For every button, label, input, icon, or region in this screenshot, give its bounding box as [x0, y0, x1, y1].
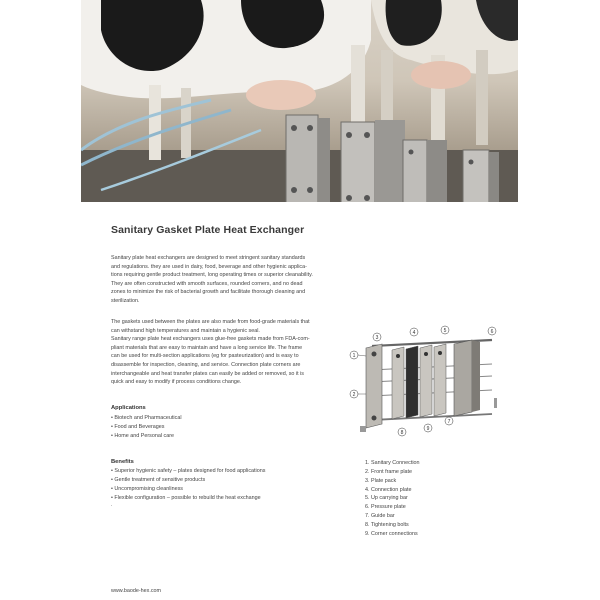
- text-line: tions requiring gentle product treatment, long operating times or superior cleanability.: [111, 272, 313, 279]
- text-line: The gaskets used between the plates are also made from food-grade materials that: [111, 319, 310, 325]
- legend-item: 7. Guide bar: [365, 513, 395, 520]
- callout-5: [441, 326, 449, 334]
- text-line: can be used for multi-section applications (eg for pasteurization) and is easy to: [111, 353, 299, 360]
- legend-item: 9. Corner connections: [365, 530, 418, 537]
- list-item: • Gentle treatment of sensitive products: [111, 476, 265, 485]
- benefits-list: [111, 467, 265, 503]
- text-line: can withstand high temperatures and maintain a hygienic seal.: [111, 327, 260, 334]
- callout-label: 8: [400, 430, 404, 436]
- text-line: sterilization.: [111, 297, 140, 304]
- parts-legend: [365, 459, 420, 539]
- callout-label: 7: [447, 419, 451, 425]
- text-line: pliant materials that are easy to maintain and have a long service life. The frame: [111, 344, 303, 351]
- hero-photo: [81, 0, 518, 202]
- callout-7: [445, 417, 453, 425]
- list-item: • Biotech and Pharmaceutical: [111, 414, 182, 423]
- benefits-heading: Benefits: [111, 459, 134, 465]
- gasket-paragraph: [111, 318, 336, 387]
- callout-label: 6: [490, 329, 494, 335]
- applications-list: [111, 414, 182, 441]
- callout-3: [373, 333, 381, 341]
- page-title: Sanitary Gasket Plate Heat Exchanger: [111, 224, 305, 236]
- legend-item: 8. Tightening bolts: [365, 521, 409, 528]
- intro-paragraph: [111, 254, 336, 306]
- footer-url[interactable]: www.baode-hex.com: [111, 588, 162, 594]
- callout-4: [410, 328, 418, 336]
- callout-1: [350, 351, 366, 359]
- text-line: zones to minimize the risk of bacterial growth and facilitate thorough cleaning and: [111, 289, 306, 296]
- heat-exchanger-unit-3: [403, 140, 447, 202]
- hero-illustration: [81, 0, 518, 202]
- callout-label: 4: [412, 330, 416, 336]
- text-line: Sanitary plate heat exchangers are designed to meet stringent sanitary standards: [111, 255, 306, 261]
- exploded-view-diagram: [342, 320, 512, 440]
- list-item: • Flexible configuration – possible to rebuild the heat exchange: [111, 494, 265, 503]
- text-line: interchangeable and heat transfer plates can easily be added or removed, so it is: [111, 370, 304, 377]
- text-line: They are often constructed with smooth surfaces, rounded corners, and no dead: [111, 280, 303, 287]
- callout-9: [424, 424, 432, 432]
- callout-label: 5: [443, 328, 447, 334]
- heat-exchanger-unit-1: [286, 115, 330, 202]
- callout-6: [488, 327, 496, 335]
- legend-item: 3. Plate pack: [365, 477, 397, 484]
- text-line: and regulations. they are used in dairy, food, beverage and other hygienic applica-: [111, 263, 307, 270]
- legend-item: 1. Sanitary Connection: [365, 460, 420, 466]
- callout-label: 3: [375, 335, 379, 341]
- applications-heading: Applications: [111, 405, 146, 411]
- legend-item: 2. Front frame plate: [365, 468, 413, 475]
- list-item: • Home and Personal care: [111, 432, 182, 441]
- heat-exchanger-unit-4: [463, 150, 499, 202]
- legend-item: 6. Pressure plate: [365, 504, 406, 511]
- callout-2: [350, 390, 366, 398]
- trailing-dot: .: [111, 502, 113, 508]
- legend-item: 5. Up carrying bar: [365, 495, 408, 502]
- callout-8: [398, 428, 406, 436]
- text-line: Sanitary range plate heat exchangers uses glue-free gaskets made from FDA-com-: [111, 336, 310, 343]
- text-line: disassemble for inspection, cleaning, and service. Connection plate corners are: [111, 361, 301, 368]
- callout-label: 2: [352, 392, 356, 398]
- list-item: • Superior hygienic safety – plates designed for food applications: [111, 467, 265, 476]
- callout-label: 1: [352, 353, 356, 359]
- list-item: • Food and Beverages: [111, 423, 182, 432]
- text-line: quick and easy to modify if process conditions change.: [111, 379, 242, 386]
- list-item: • Uncompromising cleanliness: [111, 485, 265, 494]
- callout-label: 9: [426, 426, 430, 432]
- legend-item: 4. Connection plate: [365, 486, 412, 493]
- heat-exchanger-unit-2: [341, 120, 405, 202]
